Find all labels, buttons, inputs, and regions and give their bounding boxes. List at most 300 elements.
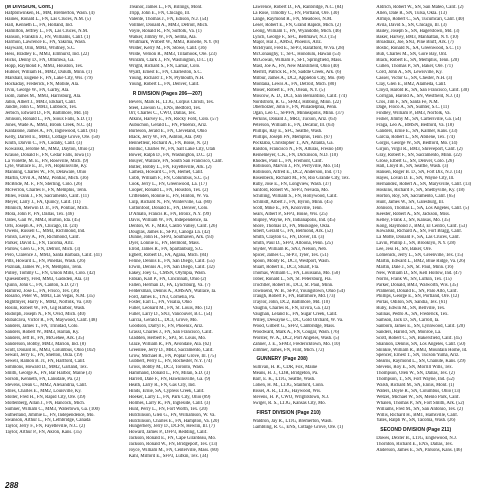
roster-entry: McBryant, Fred E., SFP3, Raratford, W.Va. (28)	[252, 46, 345, 52]
roster-entry: Fraga, Leo A., BMSN, Bedford, Va. (18)	[376, 123, 454, 129]
page-number: 288	[5, 481, 19, 490]
roster-entry: Pitts, Howard L., FN, Pinellas, Wash. (26)	[5, 258, 86, 264]
roster-entry: Leser, Robert E., FN, Grand Rapids, Mich. (2)	[252, 22, 341, 28]
roster-entry: Avila, David S., SN, Chicago, Ill. (3)	[376, 22, 447, 28]
roster-entry: Tober, Ronald L., SN, St. Petersburg, Fla.	[252, 276, 332, 282]
roster-entry: Moser, Robert E., FN, Olean, N.Y. (5)	[252, 87, 325, 93]
roster-entry: Dawes, Dexter B., LTJG, Englewood, N.J.	[376, 436, 458, 442]
roster-entry: Kantalone, James A., FN, Inglewood, Calif. (61)	[5, 129, 98, 135]
roster-entry: Dyer, Lonnie E., FN, Belmont, Mass.	[128, 241, 200, 247]
roster-entry: Vaughan, Leland E., FN, Sugar Creek, Calif.	[252, 312, 338, 318]
roster-entry: Tripp, John E., FN, Chicago, Ill.	[128, 10, 191, 16]
roster-entry: Pero, Clarence J., MM3, Santa Barbara, Calif. (41)	[5, 253, 102, 259]
roster-entry: Phillips, Ray E., SFC, Seattle, Wash.	[252, 129, 323, 135]
roster-entry: Manning, Charles W., FN, Delaware, Ohio	[5, 170, 87, 176]
roster-entry: Williams, Fred M., SN, San Antonio, Tex. (2)	[376, 406, 463, 412]
roster-entry: Ruby, Edwin M., SN, Bellville, Tex.	[376, 306, 446, 312]
roster-entry: Thompson, T., SN, Fort Wayne, Ind. (52)	[376, 377, 455, 383]
roster-entry: Smith, Clayton G., FN, Dover, Ill. (3)	[252, 235, 325, 241]
roster-entry: Howard, James P., DFP3, Redding, Calif.	[128, 430, 208, 436]
roster-entry: McGowan, William F., SF1, Springfield, Mass.	[252, 58, 343, 64]
roster-entry: Isom, James M., MM3, Harrisburg, Ala.	[5, 93, 82, 99]
roster-entry: Mast, Joe A., FN, New Marshfield, Ohio (40)	[252, 64, 340, 70]
roster-entry: Hamilton, Jeffrey L., FN, Las Cruces, N.M.	[5, 28, 89, 34]
roster-entry: Sewall, Jerry E., FN, Shelton, Okla. (19)	[5, 353, 83, 359]
division-heading: R DIVISION (Pages 206—207)	[132, 90, 203, 97]
roster-entry: Hernandez, Robert A., SN, Marysville, Calif. (13)	[376, 182, 472, 188]
roster-entry: Willis, Richard H., BM1, Hamsville, Calif.	[376, 412, 458, 418]
roster-entry: Moscow, A. D., DC3, San Bernardino, Calif. (74)	[252, 93, 347, 99]
roster-entry: Ralston, Francisco N., FN, Alturas, Fresno (48)	[252, 146, 343, 152]
roster-entry: Swanson, Arthur L., FN, Lethbridge, Canada	[5, 418, 91, 424]
division-heading: FIRST DIVISION (Page 210)	[256, 409, 321, 416]
roster-entry: Oberholzer, John F., FN, Philadelphia, Penn.	[252, 105, 338, 111]
roster-entry: Feline, Dennis E., FN, San Diego, Calif. (55)	[128, 259, 215, 265]
roster-entry: Nordstrom, R. G., SFM3, Hibbing, Minn. (22)	[252, 99, 341, 105]
roster-entry: Sanderson, Bobby, MM3, Marion, Ind. (8)	[5, 341, 86, 347]
roster-entry: Samson, Jack D., SN, Carroll, Ia.	[376, 318, 440, 324]
roster-entry: Clay, Glen E., BM2, Alameda, Calif.	[376, 81, 447, 87]
roster-entry: Cooper, Ronald L., FN, Houston, Tex. (2)	[128, 188, 209, 194]
roster-entry: Sears, Albert P., SFP3, Boise, Wis. (25)	[252, 211, 328, 217]
roster-entry: Wilder, Kerry M., FN, Stowe, Calif. (36)	[128, 46, 207, 52]
roster-entry: Valente, Thomas J., FN, Edison, N.J. (54)	[128, 16, 208, 22]
roster-entry: Holmes, Larry R., FN, Ingleside, Calif. (3)	[128, 400, 211, 406]
roster-entry: Quinn, John C., FN, Canton, S.D. (27)	[5, 282, 79, 288]
roster-entry: Walsh, Richard M., SN, Ennis, Mont. (1)	[376, 383, 455, 388]
roster-entry: Vaughn, Charles R., FN, Elvira, Ga. (32)	[252, 306, 331, 312]
roster-entry: Fuller, Larry D., SN3, Vancouver, B.C. (54)	[128, 312, 213, 318]
roster-entry: Gray, Robert F., SN, Sacramento, Minn. (22)	[376, 152, 462, 158]
roster-entry: Gubbert, Perry L., FN, Rochester, N.Y. (74)	[128, 359, 212, 365]
roster-entry: Pulley, Tommy C., FN, Union Mills, Colo. (42)	[5, 270, 96, 276]
roster-entry: Townsend, W. B., SFP3, Youngstown, Ohio (54)	[252, 288, 345, 294]
roster-entry: Jackson, Ronald E., FN, Cape Girardeau, Mo.	[128, 436, 217, 442]
roster-entry: Ford, James E., TN3, Cornelia, Pa.	[128, 294, 196, 300]
roster-entry: Quesenberry, Fred, MM3, Gadsden, Ala. (3)	[5, 276, 90, 282]
roster-entry: Sorsoli, Kenneth, FN, Lansdale, Pa. (2)	[5, 377, 80, 383]
roster-columns	[5, 5, 498, 475]
roster-entry: Gorgis, George W., SN, Bedford, Mo. (14)	[376, 140, 458, 146]
roster-entry: McConaughy, T., SFC, Honolulu, Hawaii (53)	[252, 52, 341, 58]
roster-entry: Kahl, Milford E., SFP3, Lufkin, Tex. (34)	[128, 453, 209, 459]
roster-entry: Hanson, Franklin J., FN, Williams, Calif. (1)	[5, 34, 90, 40]
roster-entry: Thompson, Olen W., SN, Dallas, Tex. (2)	[376, 371, 455, 377]
roster-entry: Keester, Robert A., SN, Jackson, Miss.	[376, 211, 451, 217]
roster-entry: Shore, Thomas D., FN, Muskogee, Okla.	[252, 223, 331, 229]
roster-entry: Wyatt, Ernest E., FN, Charleston, S.C.	[128, 69, 202, 75]
roster-entry: Wilde, Vernon R., MM3, Tillamook, Ore. (23)	[128, 52, 217, 58]
roster-entry: Montana, Lewis A., FN, Detroit, Mich. (80)	[252, 81, 336, 87]
roster-entry: Traylor, John, DC2, Baltimore, Md. (10)	[252, 300, 330, 306]
roster-entry: Glaze, William R., FN, Avondale, Ala. (62)	[128, 341, 211, 347]
roster-entry: Milbur, James A., DC2, Appleton City, Mo. (68)	[252, 75, 345, 81]
roster-entry: Rosario, Peter W., MM3, Las Vegas, N.M. (35)	[5, 294, 95, 300]
roster-entry: Cobb, William F., FN, Columbus, S.C. (5)	[128, 176, 209, 182]
roster-entry: Hunt, James W., SN, Galesburg, Ill.	[376, 199, 445, 205]
roster-entry: Black, Jerry W., FN, Ashton, Ala. (90)	[128, 135, 202, 141]
roster-entry: Salinas, Pedro A., SN, Frederick, Tex.	[376, 312, 449, 318]
roster-column-2	[129, 5, 251, 475]
roster-entry: Sanford, Robert W., SFP3, Nevada, Mo.	[252, 188, 329, 194]
roster-entry: Culp, Richard N., FN, Winterville, Ga. (80)	[128, 200, 212, 205]
roster-entry: Harrell, Dale F., FN, Hawkinsville, Ga. (9)	[128, 377, 211, 383]
roster-entry: Merritt, Patrick R., FN, Saddle Creek, Ark. (6)	[252, 69, 342, 75]
roster-entry: Hicks, Denny D., FN, Ottumwa, Ga.	[5, 58, 75, 64]
roster-entry: Fabian, Karl P., FN, Cincinnati, Ohio (2)	[128, 276, 207, 282]
roster-entry: McFerron, Charles F., FN, Memphis, Tenn.	[5, 188, 88, 194]
roster-entry: Baker, Harvey, BM3, Manhattan, N.Y. (10)	[376, 34, 459, 40]
roster-entry: Martin, Orvil A., MM2, Pontiac, Mich. (36)	[5, 176, 89, 182]
roster-entry: Goodson, Darryl F., FN, Phoenix, Ariz.	[128, 324, 204, 330]
roster-entry: Minnich, Merwin D. Jr., FN, Pontiac, Mich.	[5, 205, 89, 211]
roster-entry: Taylor, Jerry F., FN, Fayetteville, N.C. (2)	[5, 424, 85, 430]
roster-entry: McBride, M. F., FN, Sterling, Colo. (26)	[5, 182, 83, 188]
roster-entry: Bevers, Mark H., LTJG, Corpus Christi, Tex.	[128, 99, 215, 105]
roster-entry: Lyle, Wallace E., Jr., FN, Hopkinsville, Ky.	[5, 164, 88, 170]
roster-entry: Barr, E. K., LTJG, Seattle, Wash.	[252, 377, 316, 383]
roster-entry: Girjon, Virgil R., BM3, Shreveport, Calif. (2)	[376, 146, 463, 152]
roster-entry: Vollmer, Donald A., MM3, Detroit, Mich.	[128, 22, 209, 28]
roster-entry: Hess, Bradley E., MM3, Elmhurst, Ind. (22)	[5, 52, 89, 58]
roster-entry: Hutchinson, Glen G., FN, Williamson, W. Va.	[128, 412, 216, 418]
roster-entry: Leong, William T., FN, Wyandotte, Mich. (46)	[252, 28, 342, 34]
roster-entry: Sanders, Harold, SN, Monroe, La.	[376, 329, 442, 335]
roster-entry: Marshall, Eugene F., FN, Lake City, Wis. (79)	[5, 75, 93, 81]
roster-entry: Cohen, H. M., LTJG, Stanford, Conn.	[252, 383, 325, 389]
roster-entry: Anderson, James E., SN, Parsons, Kans. (46)	[376, 448, 463, 454]
roster-entry: Black, Robert E., SN, Memphis, Tenn. (20)	[376, 58, 459, 64]
roster-entry: Bailey, Joseph S., SN, Hagerstown, Md. (3)	[376, 28, 460, 34]
roster-entry: Lynch, George F., SFC, Bellmawr, N.J. (15)	[252, 34, 337, 40]
roster-entry: Aldrich, Robert W., SN, San Mateo, Calif. (2)	[376, 5, 464, 10]
roster-entry: Cassel, Victor G., SN, Chester, N.H. (3)	[376, 75, 453, 81]
roster-entry: New, William D., SN, Kell Hollow, Ind. (47)	[376, 270, 462, 276]
roster-entry: Grassl, Charles J., FN, San Francisco, Calif.	[128, 329, 213, 335]
roster-entry: Sanders, James T., FN, Trinidad, Colo.	[5, 323, 79, 329]
roster-entry: Crittenden, Ronnie E., FN, Hinton, W. Va.	[128, 194, 210, 200]
roster-entry: Stoller, Fred H., FN, Rapid City, Ore. (39)	[5, 394, 86, 400]
roster-entry: Greenlee, Jerry D., MR3, Sacramento, Calif.	[128, 347, 214, 353]
roster-entry: Findley, William P., BM3, Norfolk, Va.	[376, 111, 451, 117]
roster-entry: Kluth, Darvin C., FN, Cudahy, Calif. (3)	[5, 140, 83, 146]
roster-entry: Treanor, James L., FN, Billings, Mont.	[128, 5, 203, 10]
roster-entry: Steel, Lawson G., ENS, Bedford, Tex.	[128, 105, 202, 111]
roster-entry: Cook, Jerry L., FN, Greenwood, La. (17)	[128, 182, 207, 188]
roster-entry: Krause, Donald F., FN, Cedar Falls, Iowa (1)	[5, 152, 91, 158]
roster-entry: Smith, Paul D., SFP3, Altoona, Penn. (25)	[252, 241, 333, 247]
division-heading: SECOND DIVISION (Page 211)	[380, 427, 452, 434]
roster-entry: Sibert, Gerald G., FN, Belmond, Ark. (52)	[252, 229, 333, 235]
roster-entry: Bouyer, Wallace, FN, South San Francisco, Calif.	[128, 158, 223, 164]
roster-entry: Grow, Michael R., FN, Poplar Grove, Ill. (75)	[128, 353, 216, 359]
roster-entry: Scott, Mike E., FN, Knoxville, Tenn.	[252, 205, 323, 211]
roster-column-4	[376, 5, 498, 475]
roster-entry: Means, H. J., CDR, Bridgeton, Pa.	[252, 371, 319, 377]
roster-entry: Rudolph, Joseph N., FN, Ovid, Mich. (40)	[5, 312, 86, 318]
roster-entry: Shinkle, William R., BM3, Mountain Home, Id.	[376, 347, 468, 353]
roster-entry: Taylor, Arthur P., FN, Akron, Kans. (35)	[5, 430, 82, 436]
roster-entry: Gambling, R. G., ENS, Cottage Grove, Ore. (1)	[252, 424, 343, 430]
division-heading: GUNNERY (Page 208)	[256, 356, 308, 363]
roster-entry: Kelly, Darrell E., MM3, Cottage Grove, Ore. (50)	[5, 134, 100, 140]
roster-entry: Armijo, Robert C., SA, Tucumcari, Calif. (40)	[376, 16, 465, 22]
roster-entry: Scott, Robert C., SN, Bakersfield, Calif. (45)	[376, 335, 462, 341]
roster-entry: Snyder, William R., SN3, Nelson, Neb.	[252, 247, 328, 253]
roster-entry: Haines, Ronald L., FN, Las Cruces, N.M. (5)	[5, 16, 91, 22]
roster-entry: Douglas, James E., SFP3, Canoga Ln. (42)	[128, 229, 211, 235]
roster-entry: Wetzel, Michael W., SN, Menlo Park, Calif.	[376, 394, 460, 400]
roster-entry: Simmons, Howard D., MM2, Garland, Tex.	[5, 365, 88, 371]
roster-entry: Cros, Jim F., SN, Santa Fe, N.M.	[376, 99, 439, 105]
roster-entry: Swigel, R. S., LTJG, Kansas City, Mo.	[252, 400, 326, 406]
roster-entry: Parish, Leroy A., FN, Richmond, Calif.	[5, 235, 80, 241]
roster-entry: Martin, Dale J., SN, St. Paul, Minn. (16)	[376, 264, 454, 270]
roster-entry: Horton, Roy, SN, Sacramento, Calif. (65)	[376, 194, 456, 199]
roster-entry: Shipley, Wayne, FN, Indianapolis, Ind. (45)	[252, 217, 336, 223]
roster-entry: Camera, Howard C., FN, Hemet, Calif.	[128, 170, 204, 176]
roster-entry: Elrod, James R., FN, Spartanburg, S.C.	[128, 247, 204, 253]
roster-entry: Oates, Gail W., MM3, Rurton, Ida. (45)	[5, 217, 81, 223]
roster-entry: Feldersman, Dennis A., AMSAN, Wallace, Ia.	[128, 288, 217, 294]
roster-entry: Miles, Frank J., FN, Sacramento, Calif. (11)	[5, 194, 89, 199]
roster-entry: Schmidt, Albert J., FN, Byron, Minn. (45)	[252, 199, 333, 205]
roster-entry: Butler, Bobby L., FN, Fayetteville, Ark. (2)	[128, 164, 212, 170]
roster-entry: Willey, Dewayne C., DC, Gold Orchard, W. Va.	[252, 318, 344, 324]
roster-entry: Porlas, Odilon, SN, Sandia, Tex. (61)	[376, 300, 448, 306]
roster-entry: Hafpbilwinken, H., MM, Bremerton, Wash. (4)	[5, 10, 95, 16]
roster-entry: Grose, Elbert G., SN, Denver, Colo. (26)	[376, 158, 454, 164]
roster-entry: Harmon, Lawrence E., FN, Yakima, Wash.	[5, 40, 87, 46]
roster-entry: Spencer, Ernest T., SN, Tucson/Yuma, Ariz.	[376, 353, 460, 359]
roster-entry: Davis, William W., FN, Independence, Ia.	[128, 217, 209, 223]
roster-entry: Denton, W. F., MR3, Castro Valley, Calif. (26)	[128, 223, 217, 229]
roster-entry: Orts, Joseph A., FN, Chicago, Ill. (24)	[5, 223, 78, 229]
roster-entry: Thornton, Richard E., ENS, Dallas, Tex.	[376, 442, 454, 448]
roster-entry: Allen, Dale R., SN, Tulsa, Okla. (13)	[376, 10, 447, 16]
roster-column-1	[5, 5, 127, 475]
roster-entry: Hammand, Donald L., FN, Milan, S.D. (3)	[128, 371, 210, 377]
roster-entry: Jerbich, Edward D., FN, Baltimore, Md. (4)	[5, 111, 89, 117]
roster-entry: Hungerhery, Jerry D., DCFN, Hewlin, Ill. (7)	[128, 424, 215, 430]
roster-entry: Corrigan, Harold A., SN, Westfield, N.J. (4)	[376, 93, 460, 99]
roster-entry: Bower, Ralph D., FN, Washington, D.C. (2)	[128, 152, 213, 158]
roster-entry: Spoon, Monty R., DC3, Westport, Wash.	[252, 258, 330, 264]
roster-entry: Dage, Floco A., SN, Sumter, S.C. (11)	[376, 105, 449, 111]
roster-entry: Hunt, Perry L., FN, Fort Worth, Tex. (20)	[128, 406, 208, 412]
roster-entry: Young, Robert L., FN, Denver, Calif.	[128, 81, 200, 87]
roster-entry: Cloyd, Harold R., SN, San Francisco, Calif. (30)	[376, 87, 469, 93]
roster-entry: Sanborn, James E., SN, Lynnwood, Calif. (20)	[376, 323, 465, 329]
roster-entry: Hayward, Olin, MM3, Whitney, S.C.	[5, 46, 76, 52]
roster-entry: Stevens, Dean C., MM2, Alexandria, Calif.	[5, 383, 88, 388]
roster-entry: La Motte, Donald F., SA, Las Cruces, Calif.	[376, 235, 460, 241]
roster-entry: Major, Hal J., AMS3, Phoenix, Ariz.	[252, 40, 322, 46]
roster-entry: Hall, Lloyd B., SN, Seattle, Wash. (3)	[376, 164, 449, 170]
roster-entry: Dunne, John H., SFP3, Southaven, Ark. (93)	[128, 235, 214, 241]
roster-entry: Traugh, Robert F., FN, Baltimore, Md. (73)	[252, 294, 336, 300]
roster-entry: Rightmyer, Harry F., MM2, Norfolk, Va. (30)	[5, 300, 92, 306]
roster-entry: D'Amato, Francis R., FN, Bronx, N.Y. (99)	[128, 211, 211, 217]
roster-entry: Cottonfoot, Donald E., FN, Denver, Colo.	[128, 205, 209, 211]
roster-entry: Eakey, Joey G., CMSN, Olympia, Wash.	[128, 270, 206, 276]
roster-entry: Lee, Jess H., SN, Baker, Ore.	[376, 247, 432, 253]
roster-entry: Hinds, Ernie, SA, Cypress Creek, Calif.	[128, 389, 205, 394]
roster-entry: Meyer, Larry J., FA, Quincy, Calif. (11)	[5, 199, 81, 205]
roster-entry: Fuller, Leonard M., FN, St. Louis, Mo. (12)	[128, 306, 212, 312]
roster-entry: Aubuchon, Gerald L., FN, Phoenix, Ariz.	[128, 123, 208, 129]
roster-entry: Yates, Ralph W., SN, Tacoma, Wash. (26)	[376, 418, 456, 424]
roster-entry: Wright, Richard S., FN, Lamar, Colo.	[128, 64, 201, 70]
roster-entry: Sumner, William C., MM3, Watertown, Ga. (100)	[5, 406, 100, 412]
roster-entry: Whalen, Thomas P., SN, Fort Smith, Ark. (52)	[376, 400, 465, 406]
roster-entry: Egbert, Robert D., FA, Agana, Mich. (84)	[128, 253, 208, 259]
roster-entry: Kong, Raymond J., BM3, El Centro, Calif. (53)	[376, 223, 467, 229]
roster-entry: Walker, Jimmy W., FN, Selma, Ala.	[128, 34, 197, 40]
roster-entry: Joyce, William M., FN, Centerville, Mass. (80)	[128, 448, 219, 454]
roster-entry: Thomas, William C., FN, Louisiana, Mo. (50)	[252, 270, 340, 276]
roster-entry: Stiles, Charles E., MM2, Louisville, Ky.	[5, 388, 82, 394]
roster-entry: Hoeker, Larry L., FN, Park City, Ohio (89)	[128, 394, 211, 400]
roster-entry: Jabin, Albert J., MM3, Elkhart, Calif.	[5, 99, 77, 105]
roster-entry: Cord, John A., SN, Lewisville, Ky.	[376, 69, 443, 75]
roster-entry: Hoskins, Richard F., SN, Shelbyville, Ky. (18)	[376, 188, 465, 194]
roster-entry: La Violette, M. E., FN, Roseville, Mich. (9)	[5, 158, 89, 164]
roster-entry: Pramenid, Donald E., SN, Palo Alto, Calif.	[376, 288, 458, 294]
roster-entry: Sullivan, H. R., CDR, Fox, Maine	[252, 365, 318, 371]
roster-entry: Kowalski, Richard A., SN, Fort Bragg, Calif.	[376, 229, 463, 235]
roster-entry: Waldron, Jay R., LTJG, Bremerton, Wash.	[252, 418, 333, 424]
roster-entry: Spicer, James C., SFP3, Tyler, Tex. (51)	[252, 253, 329, 259]
roster-entry: Bissel, A. R., LTJG, Haywood, Wis.	[252, 389, 322, 394]
roster-entry: Norris, Frank W., SN, Lufkin, Tex. (15)	[376, 276, 452, 282]
roster-entry: Schilling, William S., FN, Hollywood, Calif.	[252, 194, 338, 199]
roster-entry: Bennefleur, Richard A., FN, Boise, N. (2)	[128, 140, 208, 146]
roster-entry: Sutherland, Jimmie L., FN, Independence, Mo.	[5, 412, 95, 418]
roster-entry: Reinemeyer, C.K., FN, Dickinson, N.D. (10)	[252, 152, 338, 158]
roster-entry: Martin, Edward L., BM2, Blue Ridge, Va. (26)	[376, 258, 466, 264]
roster-entry: Hopp, Raymond F., MM3, Houston, Tex.	[5, 64, 84, 70]
roster-entry: Atkins, Harvey E., FN, Rocky Ford, Colo. (57)	[128, 117, 219, 123]
roster-entry: Stoltenberg, Allan J., FN, Hancock, Mich.	[5, 400, 85, 406]
roster-entry: Heath, Larry R., FN, Gas City, Ind.	[128, 383, 196, 389]
roster-entry: Sewell, Ramon B. Jr., FN, Hartford, Calif.	[5, 359, 86, 365]
roster-entry: Parker, David L., FN, Tacoma, Ariz.	[5, 241, 74, 247]
roster-entry: Gross, Bobby M., DC3, Toronto, Wash.	[128, 365, 204, 371]
roster-entry: Owens, Russell C., MM3, Richmond, Ind.	[5, 229, 86, 235]
roster-entry: Stevens, Roy E., SN, Morrill Wills, Tex.	[376, 365, 453, 371]
roster-entry: Gladden, Herbert F., SP3, St. Louis, Mo.	[128, 335, 207, 341]
roster-entry: Lange, Raymond R., FN, Meadows, N.M.	[252, 16, 333, 22]
roster-entry: Johnson, Thomas L., SA, Los Angeles, Calif. (5)	[376, 205, 469, 211]
roster-entry: Robinson, Marvin J., FN, Perryville, Mo. (14)	[252, 164, 341, 170]
roster-entry: Phillips, Joseph FN, Memphis, Tenn. (67)	[252, 134, 332, 140]
roster-entry: Hockaday, Frederick, FN, Mobile, Ala.	[5, 81, 80, 87]
roster-entry: Winram, Clark J., FN, Washington, D.C. (4)	[128, 58, 213, 64]
roster-entry: Hutchinson, Charles E., FN, Hampton, Va. (20)	[128, 418, 219, 424]
roster-column-3	[253, 5, 375, 475]
roster-entry: Waters, Doyle R., SN, Columbus, Ohio (13)	[376, 388, 461, 394]
roster-entry: Fisher, Jimmy M., SN, Cartersville, Ga. (54)	[376, 117, 462, 123]
roster-entry: Worster, W. A., DC2, Port Angeles, Wash. (5)	[252, 335, 340, 341]
roster-entry: Wood, Gilbert G., SFP2, Cambridge, Mass.	[252, 323, 336, 329]
roster-entry: Sanders, Robert W., MM3, Harlan, Ky.	[5, 329, 80, 335]
roster-entry: Orr, Charles C., CWO, Dallas, Tex.	[128, 111, 197, 117]
roster-entry: Bub, Charles M., SN, Gore Bay, Ont.	[376, 52, 448, 58]
roster-entry: Perkins, Donald J., MR3, Tucson, Ariz. (63)	[252, 117, 337, 123]
roster-entry: Phillips, George E., SN, Portland, Ore. (12)	[376, 294, 460, 300]
roster-entry: Kowalski, Jerome M., MM2, Dayton, Ohio (2)	[5, 146, 95, 152]
roster-entry: Garcia, Robert L., SN, Abilene, Tex. (74)	[376, 134, 455, 140]
roster-entry: Zahner, J. E., SFM3, Fredericktown, Mo. (10)	[252, 341, 341, 347]
roster-entry: Rubalcava, Victor R., FN, Maywood, Calif. (48)	[5, 318, 97, 324]
roster-entry: Lomenick, Jerry L., SN, Greenville, Tex. (15)	[376, 253, 464, 259]
roster-entry: Bostic, Ronald N., SA, Greenwood, S.C. (1)	[376, 46, 461, 52]
roster-entry: Irvin, George W., FN, Garby, Ala.	[5, 87, 70, 93]
roster-entry: Jones, Wade A., MM3, Brook Creek, N.C. (4)	[5, 123, 93, 129]
roster-entry: Hubner, William H., MM2, Duluth, Minn. (1)	[5, 69, 92, 75]
roster-entry: Parlow, Glen G., FN, Detroit, Mich. (3)	[5, 247, 81, 253]
roster-entry: Jackson, Ronald W., FN, Bridgeport, Tex. (13)	[128, 442, 218, 448]
roster-entry: Young, Richard T., FN, Plymouth, N.H.	[128, 75, 205, 81]
roster-entry: Peterson, William E., FN, Decatur, Ill. (63)	[252, 123, 335, 129]
roster-entry: Ogan, Leo C., SFPFN, Minneapolis, Minn. (37)	[252, 111, 344, 117]
roster-entry: Zimmer, James, FN, Flint, Mich. (72)	[252, 347, 325, 353]
roster-entry: Ganders, Ernie E., SN, Kalmer, Kans. (33)	[376, 129, 458, 135]
roster-entry: Johnson, Ronald L., FN, Sioux Falls, S.D. (1)	[5, 117, 92, 123]
roster-entry: Shannon, Dennis, SN, Los Angeles, Calif. (50)	[376, 341, 466, 347]
roster-entry: Jandre, John C., MM3, Lubbock, Tex.	[5, 105, 78, 111]
roster-entry: Hayes, Lovan D. E., SN, Wayne City, Ill.	[376, 176, 455, 182]
roster-entry: Pozniak, James W., FN, Memphis, Tenn.	[5, 264, 83, 270]
roster-entry: Stuart, Robert E., DC3, Stuart, Fla.	[252, 264, 320, 270]
roster-entry: Robinson, Alfred E., DC2, Anderson, Ind. (71)	[252, 170, 342, 176]
roster-entry: Kelley, Frank J., SN, Kansas, Mo. (35)	[376, 217, 451, 223]
roster-entry: Mora, John P., FN, Dallas, Tex. (46)	[5, 211, 74, 217]
continued-heading: (M DIVISION, Cont.)	[5, 5, 54, 10]
roster-entry: Voyle, Ronald R., FN, Suffolk, Va. (1)	[128, 28, 202, 34]
roster-entry: Trochtler, Robert H., DC3, St. Paul, Minn.	[252, 282, 334, 288]
roster-entry: Hall, Kenneth L., FN, Holland, Ind.	[5, 22, 73, 28]
roster-entry: Rhodes, Paul L., FN, Fremont, Calif.	[252, 158, 323, 164]
roster-entry: Rosenbeck, Richard M., FN, Rio Grande City, Tex.	[252, 176, 350, 182]
roster-entry: Woodward, Mark A., FN, Cougar, Wash. (76)	[252, 329, 340, 335]
roster-entry: Pocklaba, Christopher T., AN, Atlanta, Ga.	[252, 140, 334, 146]
roster-entry: Stearns, Raymond L., SN, Chanute, Kans. (29)	[376, 359, 466, 365]
roster-entry: Burleson, Jerald E., FN, Cleveland, Ohio	[128, 129, 207, 135]
roster-entry: Stevens, H. P., CWO, Wrightstown, N.J.	[252, 394, 330, 400]
roster-entry: Cullen, Thomas P., SN, Baker, Ore. (71)	[376, 64, 453, 70]
roster-entry: Parker, Donald, BM3, Walworth, Wis. (35)	[376, 282, 458, 288]
roster-entry: La Rose, Timothy C., FN, Portland, Ore. (30)	[252, 10, 339, 16]
roster-entry: Ruby, Jose E., FN, Longview, Wash. (37)	[252, 182, 332, 188]
roster-entry: Smith, George A., FN, Bar Harbor, Maine (3)	[5, 371, 92, 377]
roster-entry: Foster, Earl L., FN, Visalia, Ohio	[128, 300, 192, 306]
roster-entry: Lawrence, Robert D., FA, Ranbridge, N.C. (84)	[252, 5, 344, 10]
roster-entry: Hansen, Roger B. D., SN, Fort Dix, N.J. (14)	[376, 170, 463, 176]
roster-entry: Scott, Donald H., MM3, Columbus, Ohio (102)	[5, 347, 96, 353]
roster-entry: Rosini, Robert W., FN, Gig Harbor, Wash.	[5, 306, 86, 312]
roster-entry: Erwin, Dennis A., FN, San Diego, Calif. (32)	[128, 264, 215, 270]
roster-entry: Ramirez, Jose L., FN, Frisco, Tex. (36)	[5, 288, 80, 294]
roster-entry: Lavin, Phillip J., SN, Brooklyn, N.Y. (28)	[376, 241, 456, 247]
roster-entry: Garcia, Gerald L., DC3, Grove, Mo.	[128, 318, 198, 324]
roster-entry: Broadnax, Joe, SN3, Pine Bluff, Ark. (7)	[376, 40, 454, 46]
roster-entry: Sanders, Jeff B., FN, McGehee, Ark. (35)	[5, 335, 85, 341]
roster-entry: Fallen, Herman D., FA, Lynchburg, Va. (7)	[128, 282, 211, 288]
roster-entry: Whitmark, Wilbert W., MM3, Ronelle, N.Y. (8)	[128, 40, 220, 46]
roster-entry: Bolduc, Charles W., FN, Salt Lake City, Utah	[128, 146, 216, 152]
